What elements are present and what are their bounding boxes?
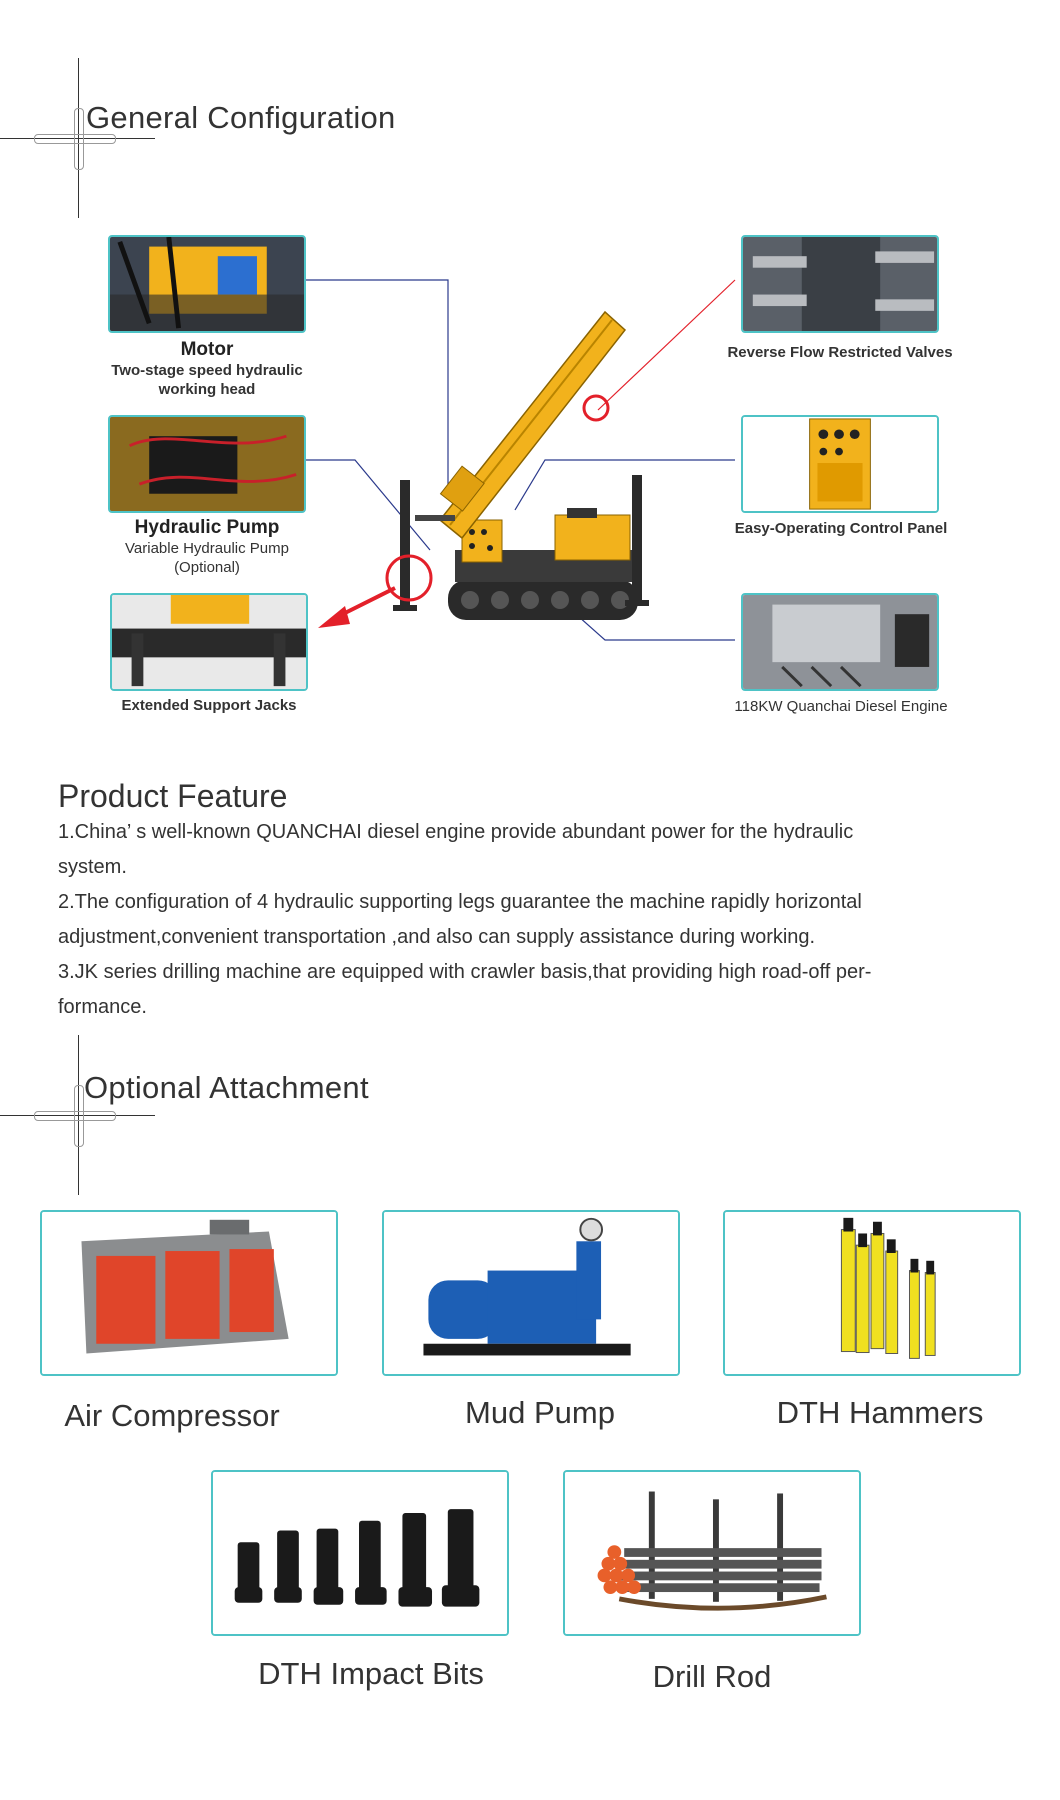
hydraulic-pump-caption (100, 516, 314, 577)
dth-hammers-photo (723, 1210, 1021, 1376)
hydraulic-pump-photo (108, 415, 306, 513)
mud-pump-label: Mud Pump (465, 1395, 615, 1430)
control-panel-photo (741, 415, 939, 513)
motor-photo (108, 235, 306, 333)
motor-title: Motor (180, 339, 234, 360)
support-jacks-photo (110, 593, 308, 691)
section-crosshair-decoration (0, 58, 160, 218)
diesel-engine-caption: 118KW Quanchai Diesel Engine (734, 698, 948, 715)
dth-hammers-label: DTH Hammers (776, 1395, 984, 1430)
feature-line: adjustment,convenient transportation ,and also can supply assistance during working. (58, 926, 816, 948)
feature-line: formance. (58, 996, 147, 1018)
section-crosshair-decoration (0, 1035, 160, 1195)
drill-rod-label: Drill Rod (652, 1659, 772, 1694)
feature-line: 1.China’ s well-known QUANCHAI diesel engine provide abundant power for the hydraulic (58, 821, 854, 843)
feature-line: 3.JK series drilling machine are equipped with crawler basis,that providing high road-off per- (58, 961, 872, 983)
valves-caption: Reverse Flow Restricted Valves (727, 344, 953, 361)
dth-impact-bits-photo (211, 1470, 509, 1636)
feature-line: system. (58, 856, 127, 878)
dth-impact-bits-label: DTH Impact Bits (258, 1656, 484, 1691)
diesel-engine-photo (741, 593, 939, 691)
motor-caption (100, 338, 314, 399)
hydraulic-pump-desc-line1: Variable Hydraulic Pump (125, 539, 289, 557)
hydraulic-pump-desc-line2: (Optional) (174, 558, 240, 576)
air-compressor-photo (40, 1210, 338, 1376)
hydraulic-pump-title: Hydraulic Pump (134, 517, 280, 538)
product-feature-body (58, 815, 958, 1025)
support-jacks-title: Extended Support Jacks (121, 697, 297, 714)
product-feature-title: Product Feature (58, 778, 288, 814)
motor-desc-line2: working head (158, 380, 256, 398)
mud-pump-photo (382, 1210, 680, 1376)
feature-line: 2.The configuration of 4 hydraulic supporting legs guarantee the machine rapidly horizontal (58, 891, 862, 913)
motor-desc-line1: Two-stage speed hydraulic (111, 361, 303, 379)
valves-photo (741, 235, 939, 333)
support-jacks-caption (100, 697, 318, 716)
drill-rod-photo (563, 1470, 861, 1636)
optional-attachment-title: Optional Attachment (84, 1070, 369, 1105)
control-panel-caption: Easy-Operating Control Panel (734, 520, 948, 537)
air-compressor-label: Air Compressor (64, 1398, 280, 1433)
general-configuration-title: General Configuration (86, 100, 396, 135)
